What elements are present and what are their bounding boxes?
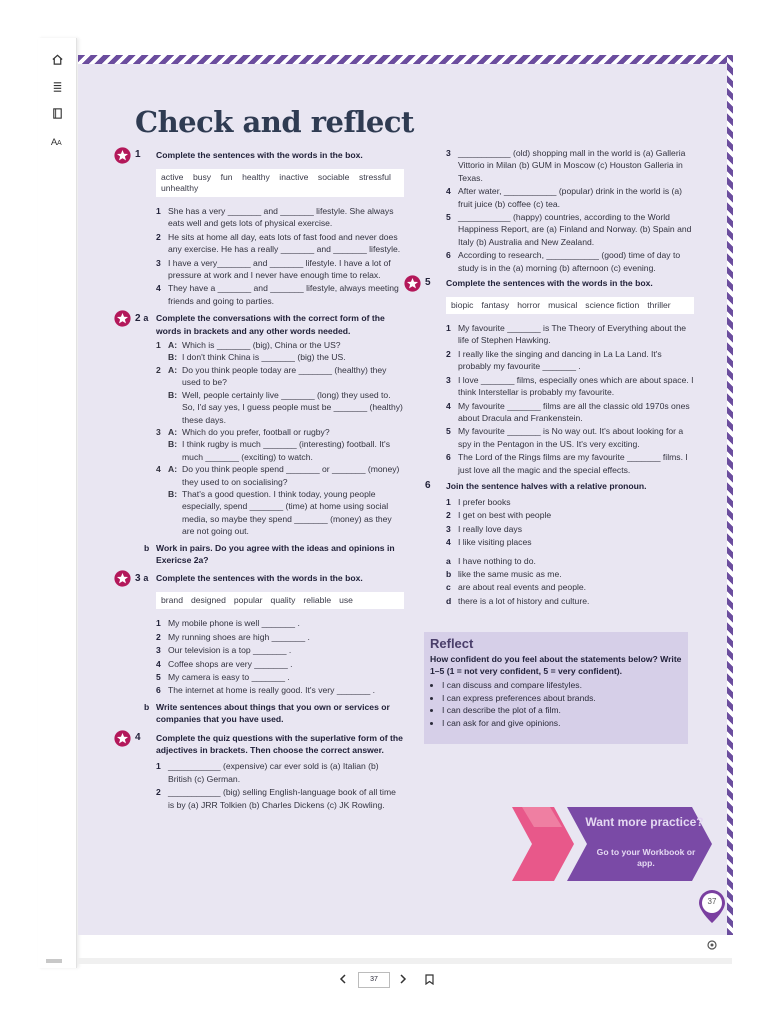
list-item: d there is a lot of history and culture. <box>446 595 590 606</box>
right-column <box>414 147 694 608</box>
reflect-title: Reflect <box>430 636 474 651</box>
exercise-part-b: b Write sentences about things that you own or services or companies that you have used. <box>144 701 390 725</box>
settings-icon[interactable] <box>704 937 720 953</box>
list-item: 6 The Lord of the Rings films are my favourite _______ films. I just love all the magic and the special effects. <box>446 452 688 475</box>
page-navigation <box>330 970 440 990</box>
word-box-item: popular <box>233 595 263 606</box>
word-box-item: healthy <box>242 172 270 182</box>
decorative-stripe-top <box>78 55 733 64</box>
page-number: 37 <box>707 897 717 906</box>
list-item: 4 I like visiting places <box>446 537 532 548</box>
word-box-item: musical <box>548 300 578 311</box>
list-item: 4 Coffee shops are very _______ . <box>156 658 293 669</box>
list-item: 3 Our television is a top _______ . <box>156 645 292 656</box>
word-box <box>156 592 404 609</box>
book-icon[interactable] <box>46 102 68 124</box>
word-box <box>156 169 404 197</box>
side-toolbar <box>38 38 77 968</box>
dialogue: 1 A: Which is _______ (big), China or the US? <box>156 340 341 351</box>
word-box-item: unhealthy <box>161 183 199 193</box>
list-item: 4 After water, ___________ (popular) drink in the world is (a) fruit juice (b) coffee (c) tea. <box>446 186 683 209</box>
scrollbar-thumb[interactable] <box>46 959 62 963</box>
word-box-item: stressful <box>358 172 391 182</box>
location-pin-icon <box>697 889 727 925</box>
star-icon <box>114 730 131 747</box>
word-box-item: fantasy <box>481 300 510 311</box>
star-icon <box>114 147 131 164</box>
list-icon[interactable] <box>46 75 68 97</box>
list-item: 5 My favourite _______ is No way out. It's about looking for a spy in the Pentagon in the US. It's very exciting. <box>446 426 684 449</box>
exercise-instruction: Complete the quiz questions with the superlative form of the adjectives in brackets. Then choose the correct answer. <box>156 732 403 756</box>
word-box-item: quality <box>270 595 296 606</box>
svg-text:A: A <box>50 136 58 148</box>
exercise-1 <box>114 149 404 307</box>
word-box-item: inactive <box>279 172 309 182</box>
exercise-number: 5 <box>425 277 431 289</box>
exercise-number: 6 <box>425 479 431 491</box>
reflect-question: How confident do you feel about the statements below? Write 1–5 (1 = not very confident, 5 = very confident). <box>430 654 682 676</box>
exercise-instruction: Complete the conversations with the correct form of the words in brackets and any other words needed. <box>156 313 385 336</box>
word-box-item: science fiction <box>585 300 640 311</box>
word-box-item: biopic <box>451 300 474 311</box>
list-item: 6 According to research, ___________ (good) time of day to study is in the (a) morning (b) afternoon (c) evening. <box>446 250 681 273</box>
list-item: 3 I really love days <box>446 523 523 534</box>
word-box-item: use <box>339 595 353 606</box>
next-page-button[interactable] <box>396 972 410 986</box>
list-item: 1 I prefer books <box>446 496 511 507</box>
list-item: 5 ___________ (happy) countries, according to the World Happiness Report, are (a) Finland and Norway. (b) Spain and Italy (b) Australia and New Zealand. <box>446 212 692 247</box>
horizontal-scrollbar[interactable] <box>78 958 732 964</box>
exercise-4 <box>114 732 404 811</box>
exercise-6 <box>404 480 694 607</box>
word-box-item: sociable <box>317 172 350 182</box>
list-item: 1 My mobile phone is well _______ . <box>156 618 300 629</box>
dialogue: 4 A: Do you think people spend _______ or _______ (money) they used to on socialising? <box>156 464 400 487</box>
reflect-item: • I can discuss and compare lifestyles. <box>442 679 682 692</box>
list-item: 3 I love _______ films, especially ones which are about space. I think Interstellar is probably my favourite. <box>446 374 694 398</box>
list-item: 2 ___________ (big) selling English-language book of all time is by (a) JRR Tolkien (b) Charles Dickens (c) JK Rowling. <box>156 787 396 810</box>
page-number-badge <box>697 889 727 925</box>
word-box-item: fun <box>220 172 233 182</box>
exercise-3 <box>114 572 404 725</box>
bookmark-icon <box>425 974 434 985</box>
exercise-part-label: a <box>143 313 149 324</box>
exercise-part-b: b Work in pairs. Do you agree with the ideas and opinions in Exericse 2a? <box>144 542 395 565</box>
svg-text:A: A <box>57 139 62 147</box>
list-item: 1 She has a very _______ and _______ lifestyle. She always eats well and gets lots of physical exercise. <box>156 206 394 229</box>
home-icon[interactable] <box>46 48 68 70</box>
list-item: 5 My camera is easy to _______ . <box>156 672 290 682</box>
exercise-2 <box>114 312 404 566</box>
exercise-instruction: Complete the sentences with the words in the box. <box>446 278 653 289</box>
textbook-page <box>78 55 733 935</box>
dialogue: 3 A: Which do you prefer, football or rugby? <box>156 426 330 437</box>
exercise-number: 4 <box>135 731 141 743</box>
dialogue: 2 A: Do you think people today are _______ (healthy) they used to be? <box>156 364 387 388</box>
dialogue-line: B: I don't think China is _______ (big) the US. <box>168 352 346 363</box>
page-title: Check and reflect <box>135 105 414 139</box>
exercise-number: 1 <box>135 149 141 160</box>
dialogue-line: B: That's a good question. I think today, young people especially, spend _______ (time) at home using social media, so maybe they spend _______ (money) as they are not going out. <box>168 488 392 537</box>
text-size-icon[interactable] <box>46 130 68 152</box>
word-box-item: reliable <box>303 595 332 606</box>
list-item: 3 ___________ (old) shopping mall in the world is (a) Galleria Vittorio in Milan (b) GUM in Moscow (c) Houston Galleria in Texas. <box>446 148 686 183</box>
exercise-instruction: Join the sentence halves with a relative pronoun. <box>446 480 647 491</box>
list-item: b like the same music as me. <box>446 568 562 579</box>
exercise-number: 3 <box>135 573 141 585</box>
word-box-item: designed <box>190 595 226 606</box>
word-box <box>446 297 694 314</box>
list-item: 2 I get on best with people <box>446 510 552 521</box>
word-box-item: busy <box>192 172 212 182</box>
star-icon <box>404 275 421 292</box>
star-icon <box>114 310 131 327</box>
list-item: 2 I really like the singing and dancing in La La Land. It's probably my favourite _______ . <box>446 348 662 372</box>
word-box-item: active <box>161 172 184 182</box>
decorative-stripe-right <box>727 55 733 935</box>
previous-page-button[interactable] <box>336 972 350 986</box>
list-item: 4 They have a _______ and _______ lifestyle, always meeting friends and going to parties. <box>156 283 399 306</box>
reflect-item: • I can express preferences about brands. <box>442 692 682 705</box>
exercise-instruction: Complete the sentences with the words in the box. <box>156 573 363 584</box>
list-item: c are about real events and people. <box>446 582 587 593</box>
exercise-part-label: a <box>143 573 149 584</box>
practice-promo-banner[interactable] <box>512 807 712 881</box>
list-item: 4 My favourite _______ films are all the classic old 1970s ones about Dracula and Frankenstein. <box>446 400 690 423</box>
exercise-5 <box>404 277 694 476</box>
reflect-item: • I can describe the plot of a film. <box>442 704 682 717</box>
promo-title: Want more practice? <box>585 815 704 829</box>
chevron-left-icon <box>339 974 347 984</box>
bookmark-button[interactable] <box>422 972 436 986</box>
exercise-instruction: Complete the sentences with the words in the box. <box>156 150 363 160</box>
word-box-item: thriller <box>647 300 671 311</box>
chevron-right-icon <box>399 974 407 984</box>
star-icon <box>114 570 131 587</box>
list-item: 2 My running shoes are high _______ . <box>156 631 310 642</box>
dialogue-line: B: Well, people certainly live _______ (long) they used to. So, I'd say yes, I guess people must be _______ (healthy) these days. <box>168 389 403 425</box>
word-box-item: horror <box>517 300 541 311</box>
list-item: 1 My favourite _______ is The Theory of Everything about the life of Stephen Hawking. <box>446 323 687 346</box>
exercise-number: 2 <box>135 313 141 325</box>
list-item: 6 The internet at home is really good. It's very _______ . <box>156 685 376 696</box>
page-number-input[interactable]: 37 <box>358 972 390 988</box>
reflect-item: • I can ask for and give opinions. <box>442 717 682 730</box>
list-item: a I have nothing to do. <box>446 555 536 566</box>
list-item: 1 ___________ (expensive) car ever sold is (a) Italian (b) British (c) German. <box>156 761 379 784</box>
reflect-box <box>424 632 688 744</box>
list-item: 2 He sits at home all day, eats lots of fast food and never does any exercise. He has a really _______ and _______ lifestyle. <box>156 231 401 255</box>
word-box-item: brand <box>161 595 183 606</box>
left-column <box>114 147 404 812</box>
promo-subtitle: Go to your Workbook or app. <box>596 847 696 868</box>
dialogue-line: B: I think rugby is much _______ (interesting) football. It's much _______ (exciting) to watch. <box>168 439 390 462</box>
list-item: 3 I have a very_______ and _______ lifestyle. I have a lot of pressure at work and I never have enough time to relax. <box>156 257 391 281</box>
